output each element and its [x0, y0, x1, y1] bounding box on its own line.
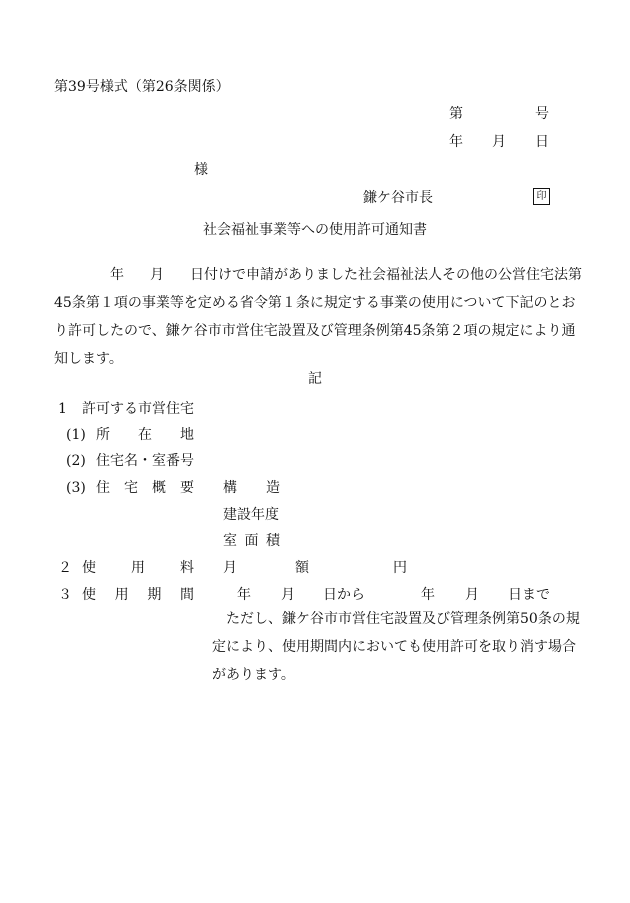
- period-start-year: 年: [237, 587, 251, 603]
- item2-number: ２: [58, 560, 72, 576]
- item3-char: 使: [82, 587, 96, 603]
- getsu-char: 額: [295, 560, 309, 576]
- period-end-month: 月: [465, 587, 479, 603]
- period-end-day: 日まで: [508, 587, 550, 603]
- shitsu-char: 積: [266, 533, 280, 549]
- sub2-number: (2): [66, 453, 86, 469]
- sub1-char: 地: [180, 427, 194, 443]
- item3-char: 用: [114, 587, 129, 603]
- sub2-label: 住宅名・室番号: [96, 453, 194, 469]
- sub3-char: 要: [180, 480, 194, 496]
- body-text: 日付けで申請がありました社会福祉法人その他の公営住宅法第45条第１項の事業等を定める省令第１条に規定する事業の使用について下記のとおり許可したので、鎌ケ谷市市営住宅設置及び管理条例第45条第２項の規定により通知します。: [54, 267, 582, 367]
- sub1-label: [96, 426, 194, 444]
- doc-number-dai: 第: [449, 106, 463, 122]
- addressee-suffix: 様: [194, 162, 208, 178]
- item3-char: 期: [147, 587, 162, 603]
- sub3-char: 概: [152, 480, 166, 496]
- item2-char: 用: [131, 560, 145, 576]
- item2-char: 使: [82, 560, 96, 576]
- sub3-char: 住: [96, 480, 110, 496]
- seal-mark: 印: [533, 188, 550, 205]
- item2-label: [82, 559, 194, 577]
- sub1-char: 在: [138, 427, 152, 443]
- document-title: 社会福祉事業等への使用許可通知書: [203, 222, 427, 238]
- item3-number: ３: [58, 587, 72, 603]
- yen-label: 円: [393, 560, 407, 576]
- period-end-year: 年: [421, 587, 435, 603]
- date-year: 年: [449, 134, 463, 150]
- kouzou-label: [223, 479, 280, 497]
- getsu-label: [223, 559, 309, 577]
- sub3-number: (3): [66, 480, 86, 496]
- shitsu-char: 室: [223, 533, 237, 549]
- sub3-label: [96, 479, 194, 497]
- doc-number-go: 号: [535, 106, 549, 122]
- body-date-year: 年: [110, 267, 124, 283]
- item1-label: 許可する市営住宅: [82, 401, 194, 417]
- ki-marker: 記: [308, 371, 322, 387]
- period-start-month: 月: [281, 587, 295, 603]
- kensetsu-label: 建設年度: [223, 507, 279, 523]
- item1-number: 1: [58, 401, 67, 417]
- shitsu-label: [223, 532, 280, 550]
- period-start-day: 日から: [323, 587, 365, 603]
- form-number: 第39号様式（第26条関係）: [54, 79, 230, 95]
- item3-label: [82, 586, 194, 604]
- sub1-char: 所: [96, 427, 110, 443]
- item3-char: 間: [179, 587, 194, 603]
- item2-char: 料: [180, 560, 194, 576]
- getsu-char: 月: [223, 560, 237, 576]
- body-paragraph: [54, 261, 584, 373]
- kouzou-char: 構: [223, 480, 237, 496]
- period-note: ただし、鎌ケ谷市市営住宅設置及び管理条例第50条の規定により、使用期間内においても使用許可を取り消す場合があります。: [212, 611, 580, 683]
- kouzou-char: 造: [266, 480, 280, 496]
- date-day: 日: [535, 134, 549, 150]
- shitsu-char: 面: [244, 533, 259, 549]
- sub1-number: (1): [66, 427, 86, 443]
- sub3-char: 宅: [124, 480, 138, 496]
- issuer-name: 鎌ケ谷市長: [363, 190, 433, 206]
- date-month: 月: [492, 134, 506, 150]
- body-date-month: 月: [150, 267, 164, 283]
